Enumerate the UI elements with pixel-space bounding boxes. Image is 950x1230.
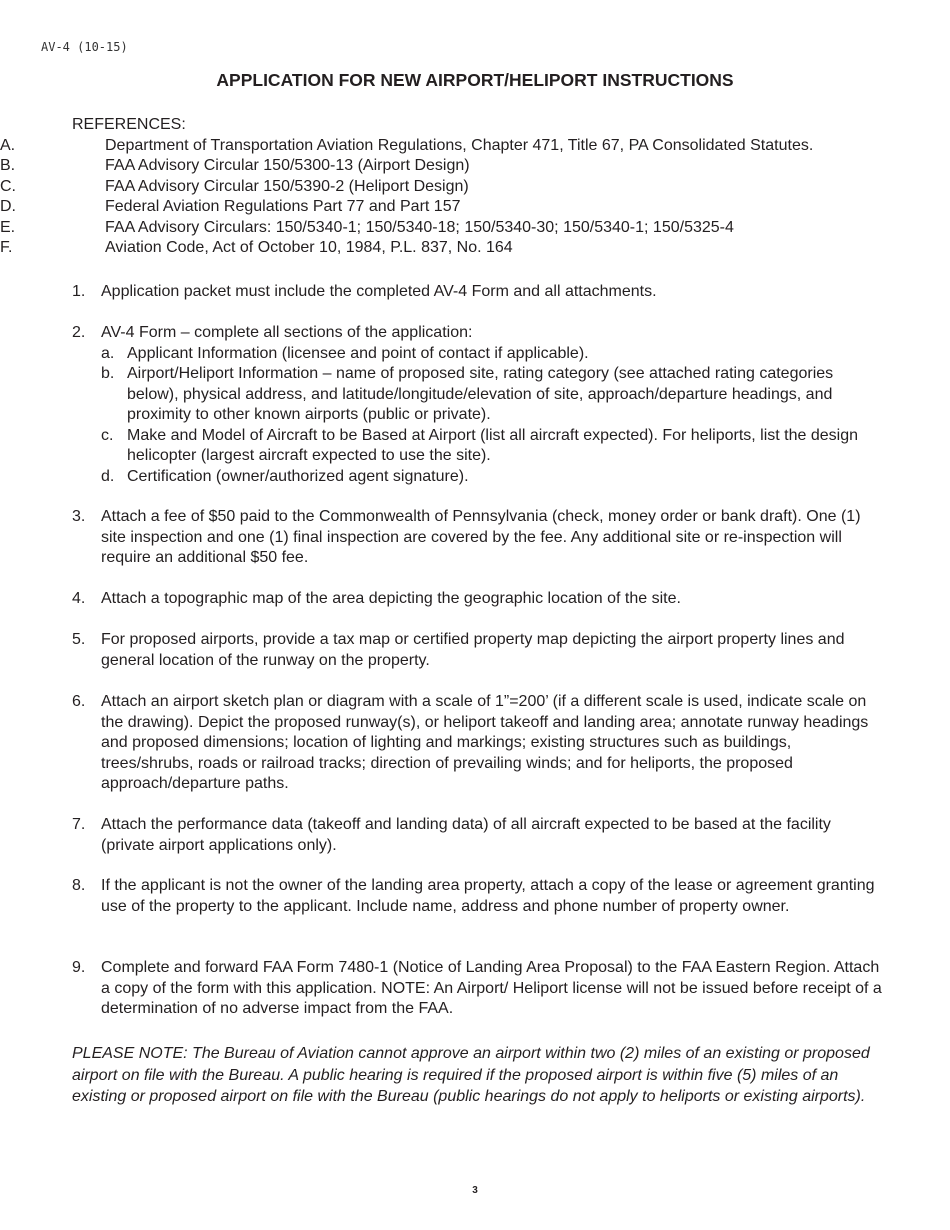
instruction-text: Attach an airport sketch plan or diagram with a scale of 1”=200’ (if a different scale is used, indicate scale on the drawing). Depict the proposed runway(s), or heliport takeoff and landing area; annotate runway headings and proposed dimensions; location of lighting and markings; existing structures such as buildings, trees/shrubs, roads or railroad tracks; direction of prevailing winds; and for heliports, the proposed approach/departure paths. <box>101 693 869 792</box>
reference-text: FAA Advisory Circular 150/5390-2 (Heliport Design) <box>105 177 469 195</box>
instruction-item-1 <box>72 282 882 303</box>
instruction-number: 5. <box>72 631 86 648</box>
sub-item-text: Certification (owner/authorized agent signature). <box>127 467 469 485</box>
reference-item <box>0 156 830 177</box>
please-note: PLEASE NOTE: The Bureau of Aviation cannot approve an airport within two (2) miles of an existing or proposed airport on file with the Bureau. A public hearing is required if the proposed airport is within five (5) miles of an existing or proposed airport on file with the Bureau (public hearings do not apply to heliports or existing airports). <box>72 1045 870 1105</box>
reference-item <box>0 238 830 259</box>
reference-text: Federal Aviation Regulations Part 77 and Part 157 <box>105 198 461 215</box>
instruction-number: 8. <box>72 877 86 894</box>
instruction-number: 6. <box>72 693 86 710</box>
instruction-item-7 <box>72 815 882 856</box>
reference-item <box>0 177 830 198</box>
reference-text: FAA Advisory Circulars: 150/5340-1; 150/5340-18; 150/5340-30; 150/5340-1; 150/5325-4 <box>105 218 734 236</box>
page-title: APPLICATION FOR NEW AIRPORT/HELIPORT INSTRUCTIONS <box>216 70 734 90</box>
instruction-number: 3. <box>72 508 86 525</box>
instruction-item-9 <box>72 958 882 1020</box>
reference-item <box>0 218 830 239</box>
instruction-item-4 <box>72 589 882 610</box>
instruction-text: Complete and forward FAA Form 7480-1 (Notice of Landing Area Proposal) to the FAA Eastern Region. Attach a copy of the form with this application. NOTE: An Airport/ Heliport license will not be issued before receipt of a determination of no adverse impact from the FAA. <box>101 959 882 1017</box>
reference-item <box>0 136 830 157</box>
sub-item-letter: a. <box>101 344 115 362</box>
reference-letter: C. <box>0 177 16 195</box>
sub-item <box>72 467 882 488</box>
reference-letter: B. <box>0 157 16 174</box>
sub-item-text: Make and Model of Aircraft to be Based at Airport (list all aircraft expected). For heliports, list the design helicopter (largest aircraft expected to use the site). <box>127 426 859 464</box>
instruction-number: 2. <box>72 324 86 341</box>
instruction-number: 4. <box>72 590 86 607</box>
sub-item-letter: d. <box>101 467 115 485</box>
references-heading: REFERENCES: <box>72 116 186 133</box>
instruction-text: Attach the performance data (takeoff and landing data) of all aircraft expected to be based at the facility (private airport applications only). <box>101 816 831 854</box>
sub-item-text: Applicant Information (licensee and point of contact if applicable). <box>127 344 589 362</box>
instruction-number: 1. <box>72 283 86 300</box>
instruction-item-5 <box>72 630 882 671</box>
form-id: AV-4 (10-15) <box>41 40 128 54</box>
instruction-number: 7. <box>72 816 86 833</box>
reference-text: Department of Transportation Aviation Regulations, Chapter 471, Title 67, PA Consolidated Statutes. <box>105 136 814 154</box>
sub-item <box>72 364 882 426</box>
sub-item <box>72 426 882 467</box>
reference-text: Aviation Code, Act of October 10, 1984, P.L. 837, No. 164 <box>105 239 513 256</box>
sub-item-letter: b. <box>101 365 115 382</box>
instruction-number: 9. <box>72 959 86 976</box>
sub-item-text: Airport/Heliport Information – name of proposed site, rating category (see attached rating categories below), physical address, and latitude/longitude/elevation of site, approach/departure headings, and proximity to other known airports (public or private). <box>127 365 834 423</box>
sub-item <box>72 344 882 365</box>
instruction-item-2 <box>72 323 882 487</box>
reference-letter: A. <box>0 136 16 154</box>
reference-letter: D. <box>0 198 16 215</box>
sub-item-letter: c. <box>101 426 114 444</box>
instruction-text: For proposed airports, provide a tax map or certified property map depicting the airport property lines and general location of the runway on the property. <box>101 631 845 669</box>
reference-text: FAA Advisory Circular 150/5300-13 (Airport Design) <box>105 157 470 174</box>
reference-item <box>0 197 830 218</box>
instruction-text: Attach a fee of $50 paid to the Commonwealth of Pennsylvania (check, money order or bank draft). One (1) site inspection and one (1) final inspection are covered by the fee. Any additional site or re-inspection will require an additional $50 fee. <box>101 508 861 566</box>
instruction-text: Application packet must include the completed AV-4 Form and all attachments. <box>101 283 657 300</box>
instruction-text: If the applicant is not the owner of the landing area property, attach a copy of the lease or agreement granting use of the property to the applicant. Include name, address and phone number of property owner. <box>101 877 875 915</box>
instruction-item-3 <box>72 507 882 569</box>
reference-letter: F. <box>0 239 13 256</box>
reference-letter: E. <box>0 218 16 236</box>
references-section <box>0 115 902 259</box>
instruction-item-6 <box>72 692 882 795</box>
instruction-text: AV-4 Form – complete all sections of the application: <box>101 324 473 341</box>
page-number: 3 <box>472 1185 478 1196</box>
instruction-item-8 <box>72 876 882 917</box>
instruction-text: Attach a topographic map of the area depicting the geographic location of the site. <box>101 590 681 607</box>
